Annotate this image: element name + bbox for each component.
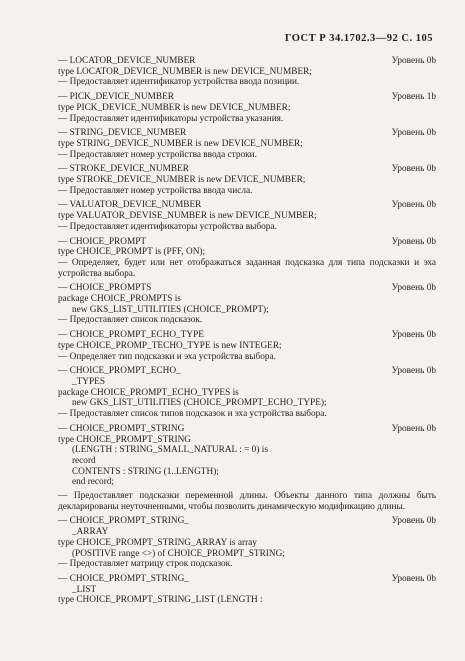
entry-title: — STRING_DEVICE_NUMBER <box>58 128 187 139</box>
entry-description: — Предоставляет идентификаторы устройства указания. <box>58 113 284 124</box>
entry-title: — LOCATOR_DEVICE_NUMBER <box>58 56 196 66</box>
page-content <box>58 56 436 610</box>
entry-title-continuation: _ARRAY <box>58 527 109 538</box>
level-label: Уровень 1b <box>391 92 436 103</box>
level-label: Уровень 0b <box>391 236 436 247</box>
entry-description: — Предоставляет идентификаторы устройства выбора. <box>58 221 277 232</box>
level-label: Уровень 0b <box>391 283 436 294</box>
code-line: new GKS_LIST_UTILITIES (CHOICE_PROMPT_ECHO_TYPE); <box>58 398 327 409</box>
entry-title: — PICK_DEVICE_NUMBER <box>58 92 174 103</box>
entry-choice-prompt <box>58 237 436 280</box>
entry-choice-prompt-string-list <box>58 574 436 606</box>
code-line: type CHOICE_PROMPT_STRING_ARRAY is array <box>58 537 257 548</box>
code-line: CONTENTS : STRING (1..LENGTH); <box>58 466 219 477</box>
code-line: type PICK_DEVICE_NUMBER is new DEVICE_NUMBER; <box>58 102 291 113</box>
code-line: record <box>58 455 96 466</box>
code-line: package CHOICE_PROMPTS is <box>58 294 181 305</box>
level-label: Уровень 0b <box>391 56 436 66</box>
entry-description: — Предоставляет матрицу строк подсказок. <box>58 559 233 570</box>
level-label: Уровень 0b <box>391 516 436 527</box>
entry-title: — VALUATOR_DEVICE_NUMBER <box>58 200 202 211</box>
code-line: end record; <box>58 477 115 488</box>
entry-description: — Предоставляет список типов подсказок и эха устройства выбора. <box>58 409 327 420</box>
entry-title: — CHOICE_PROMPT_ECHO_TYPE <box>58 330 204 341</box>
level-label: Уровень 0b <box>391 164 436 175</box>
level-label: Уровень 0b <box>391 128 436 139</box>
level-label: Уровень 0b <box>391 423 436 434</box>
code-line: type VALUATOR_DEVISE_NUMBER is new DEVICE_NUMBER; <box>58 211 317 222</box>
entry-title: — CHOICE_PROMPT_STRING_ <box>58 516 189 527</box>
level-label: Уровень 0b <box>391 366 436 377</box>
entry-choice-prompt-string <box>58 424 436 513</box>
entry-description: — Определяет тип подсказки и эха устройства выбора. <box>58 351 276 362</box>
entry-title: — CHOICE_PROMPT_ECHO_ <box>58 366 181 377</box>
entry-choice-prompt-echo-types <box>58 366 436 420</box>
code-line: new GKS_LIST_UTILITIES (CHOICE_PROMPT); <box>58 304 269 315</box>
entry-string-device-number <box>58 128 436 160</box>
code-line: type CHOICE_PROMPT is (PFF, ON); <box>58 247 206 258</box>
entry-stroke-device-number <box>58 164 436 196</box>
entry-pick-device-number <box>58 92 436 124</box>
page-header: ГОСТ Р 34.1702.3—92 С. 105 <box>284 33 433 44</box>
level-label: Уровень 0b <box>391 573 436 584</box>
entry-title: — CHOICE_PROMPT_STRING <box>58 423 185 434</box>
code-line: (LENGTH : STRING_SMALL_NATURAL : = 0) is <box>58 445 268 456</box>
code-line: (POSITIVE range <>) of CHOICE_PROMPT_STRING; <box>58 548 285 559</box>
code-line: type CHOICE_PROMP_TECHO_TYPE is new INTEGER; <box>58 340 282 351</box>
code-line: type LOCATOR_DEVICE_NUMBER is new DEVICE_NUMBER; <box>58 66 312 77</box>
level-label: Уровень 0b <box>391 200 436 211</box>
code-line: type STROKE_DEVICE_NUMBER is new DEVICE_NUMBER; <box>58 175 306 186</box>
code-line: type STRING_DEVICE_NUMBER is new DEVICE_NUMBER; <box>58 138 303 149</box>
entry-locator-device-number <box>58 56 436 88</box>
entry-description: — Предоставляет список подсказок. <box>58 315 203 326</box>
entry-title-continuation: _TYPES <box>58 376 106 387</box>
code-line: type CHOICE_PROMPT_STRING_LIST (LENGTH : <box>58 595 263 606</box>
level-label: Уровень 0b <box>391 330 436 341</box>
entry-description: — Предоставляет подсказки переменной длины. Объекты данного типа должны быть декларированы неуточненными, чтобы позволить динамическую модификацию длины. <box>58 491 436 512</box>
entry-title: — CHOICE_PROMPT_STRING_ <box>58 573 189 584</box>
entry-choice-prompt-echo-type <box>58 330 436 362</box>
entry-description: — Предоставляет идентификатор устройства ввода позиции. <box>58 77 300 88</box>
entry-choice-prompt-string-array <box>58 516 436 570</box>
entry-title: — CHOICE_PROMPT <box>58 236 147 247</box>
code-line: package CHOICE_PROMPT_ECHO_TYPES is <box>58 387 239 398</box>
entry-description: — Предоставляет номер устройства ввода строки. <box>58 149 257 160</box>
code-line: type CHOICE_PROMPT_STRING <box>58 434 192 445</box>
entry-title: — CHOICE_PROMPTS <box>58 283 152 294</box>
entry-description: — Предоставляет номер устройства ввода числа. <box>58 185 253 196</box>
entry-choice-prompts <box>58 283 436 326</box>
entry-description: — Определяет, будет или нет отображаться заданная подсказка для типа подсказки и эха устройства выбора. <box>58 257 436 279</box>
entry-valuator-device-number <box>58 200 436 232</box>
entry-title-continuation: _LIST <box>58 584 97 595</box>
entry-title: — STROKE_DEVICE_NUMBER <box>58 164 189 175</box>
